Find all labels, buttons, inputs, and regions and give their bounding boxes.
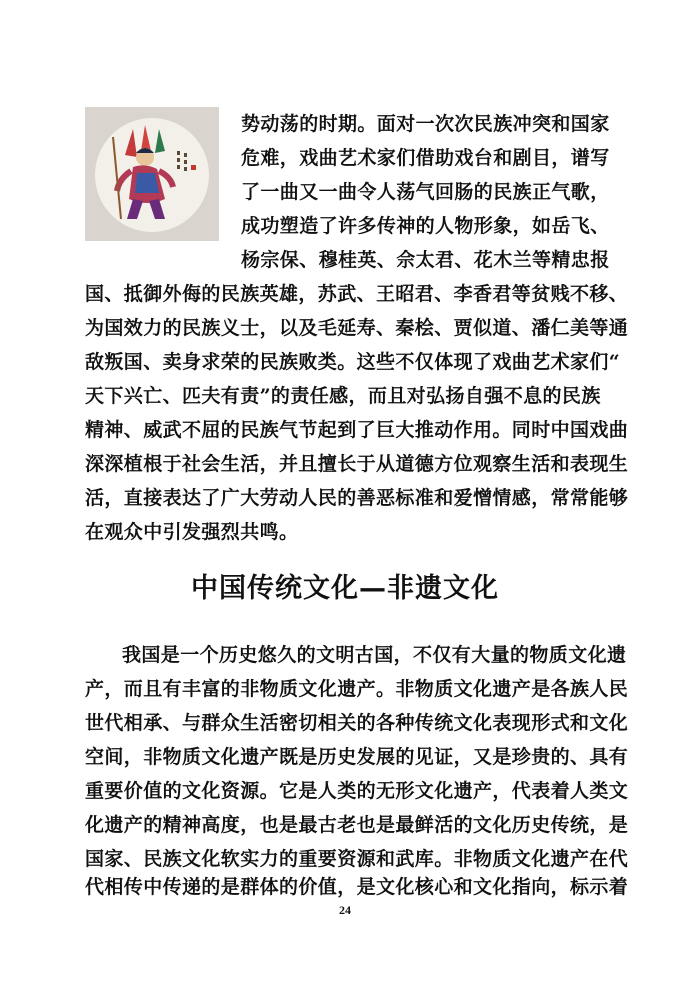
text-line: 危难，戏曲艺术家们借助戏台和剧目，谱写 — [241, 147, 610, 169]
text-line: 世代相承、与群众生活密切相关的各种传统文化表现形式和文化 — [85, 712, 629, 734]
text-line: 活，直接表达了广大劳动人民的善恶标准和爱憎情感，常常能够 — [85, 487, 629, 509]
text-line: 势动荡的时期。面对一次次民族冲突和国家 — [241, 113, 610, 135]
text-line: 成功塑造了许多传神的人物形象，如岳飞、 — [241, 215, 610, 237]
text-line: 精神、威武不屈的民族气节起到了巨大推动作用。同时中国戏曲 — [85, 419, 629, 441]
text-line: 在观众中引发强烈共鸣。 — [85, 521, 299, 543]
text-line: 深深植根于社会生活，并且擅长于从道德方位观察生活和表现生 — [85, 453, 629, 475]
text-line: 为国效力的民族义士，以及毛延寿、秦桧、贾似道、潘仁美等通 — [85, 317, 629, 339]
text-line: 产，而且有丰富的非物质文化遗产。非物质文化遗产是各族人民 — [85, 678, 629, 700]
text-line: 代相传中传递的是群体的价值，是文化核心和文化指向，标示着 — [85, 876, 629, 898]
text-line: 空间，非物质文化遗产既是历史发展的见证，又是珍贵的、具有 — [85, 746, 629, 768]
page-number: 24 — [339, 903, 351, 917]
text-line: 重要价值的文化资源。它是人类的无形文化遗产，代表着人类文 — [85, 780, 629, 802]
text-line: 国家、民族文化软实力的重要资源和武库。非物质文化遗产在代 — [85, 848, 629, 870]
opera-figure-illustration — [85, 107, 219, 241]
text-line: 天下兴亡、匹夫有责”的责任感，而且对弘扬自强不息的民族 — [85, 385, 601, 407]
text-line: 国、抵御外侮的民族英雄，苏武、王昭君、李香君等贫贱不移、 — [85, 283, 629, 305]
section-heading: 中国传统文化—非遗文化 — [191, 573, 499, 604]
text-line: 了一曲又一曲令人荡气回肠的民族正气歌， — [241, 181, 610, 203]
text-line: 化遗产的精神高度，也是最古老也是最鲜活的文化历史传统，是 — [85, 814, 629, 836]
text-line: 敌叛国、卖身求荣的民族败类。这些不仅体现了戏曲艺术家们“ — [85, 351, 621, 373]
text-line: 杨宗保、穆桂英、佘太君、花木兰等精忠报 — [241, 249, 610, 271]
text-line: 我国是一个历史悠久的文明古国，不仅有大量的物质文化遗 — [122, 644, 627, 666]
